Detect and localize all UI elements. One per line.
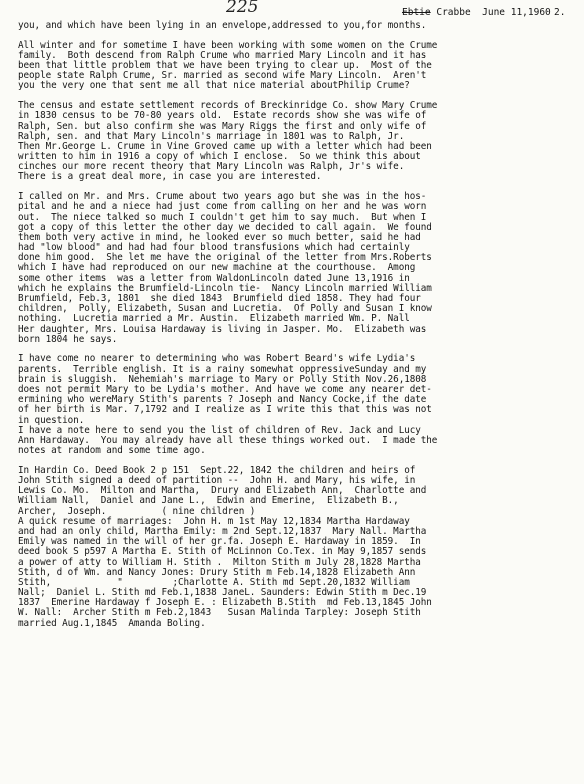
text-line: got a copy of this letter the other day we decided to call again. We found [18, 221, 432, 233]
page-number: 2. [554, 7, 566, 18]
text-line: Ralph, sen. and that Mary Lincoln's marriage in 1801 was to Ralph, Jr. [18, 130, 405, 142]
text-line: Emily was named in the will of her gr.fa. Joseph E. Hardaway in 1859. In [18, 536, 421, 548]
text-line: people state Ralph Crume, Sr. married as second wife Mary Lincoln. Aren't [18, 70, 427, 82]
handwritten-page-number: 225 [226, 0, 259, 17]
text-line: pital and he and a niece had just come from calling on her and he was worn [18, 201, 427, 213]
text-line: of her birth is Mar. 7,1792 and I realize as I write this that this was not [18, 404, 432, 416]
text-line: in question. [18, 414, 85, 426]
text-line: some other items was a letter from WaldonLincoln dated June 13,1916 in [18, 272, 410, 284]
text-line: 1837 Emerine Hardaway f Joseph E. : Elizabeth B.Stith md Feb.13,1845 John [18, 597, 432, 609]
text-line: William Nall, Daniel and Jane L., Edwin and Emerine, Elizabeth B., [18, 495, 399, 507]
text-line: does not permit Mary to be Lydia's mother. And have we come any nearer det- [18, 384, 432, 395]
text-line: born 1804 he says. [18, 333, 118, 345]
text-line: There is a great deal more, in case you are interested. [18, 171, 322, 183]
text-line: Nall; Daniel L. Stith md Feb.1,1838 JaneL. Saunders: Edwin Stith m Dec.19 [18, 587, 427, 599]
text-line: done him good. She let me have the original of the letter from Mrs.Roberts [18, 252, 432, 264]
struck-author-name: Ebtie [402, 7, 431, 18]
text-line: nothing. Lucretia married a Mr. Austin. Elizabeth married Wm. P. Nall [18, 313, 410, 325]
author-name: Crabbe [436, 7, 471, 18]
text-line: children, Polly, Elizabeth, Susan and Lucretia. Of Polly and Susan I know [18, 303, 432, 315]
text-line: a power of atty to William H. Stith . Milton Stith m July 28,1828 Martha [18, 556, 421, 568]
paragraph [18, 101, 580, 183]
text-line: I have a note here to send you the list of children of Rev. Jack and Lucy [18, 424, 421, 436]
text-line: deed book S p597 A Martha E. Stith of McLinnon Co.Tex. in May 9,1857 sends [18, 546, 427, 558]
text-line: married Aug.1,1845 Amanda Boling. [18, 617, 206, 629]
text-line: I have come no nearer to determining who was Robert Beard's wife Lydia's [18, 353, 416, 365]
text-line: which he explains the Brumfield-Lincoln tie- Nancy Lincoln married William [18, 282, 432, 294]
text-line: John Stith signed a deed of partition -- John H. and Mary, his wife, in [18, 475, 416, 486]
text-line: you, and which have been lying in an envelope,addressed to you,for months. [18, 20, 427, 31]
text-line: All winter and for sometime I have been working with some women on the Crume [18, 39, 438, 51]
text-line: I called on Mr. and Mrs. Crume about two years ago but she was in the hos- [18, 191, 427, 203]
text-line: Then Mr.George L. Crume in Vine Groved came up with a letter which had been [18, 140, 432, 152]
text-line: been that little problem that we have been trying to clear up. Most of the [18, 60, 432, 72]
text-line: In Hardin Co. Deed Book 2 p 151 Sept.22, 1842 the children and heirs of [18, 464, 416, 476]
text-line: Her daughter, Mrs. Louisa Hardaway is living in Jasper. Mo. Elizabeth was [18, 323, 427, 335]
text-line: written to him in 1916 a copy of which I enclose. So we think this about [18, 151, 421, 163]
text-line: The census and estate settlement records of Breckinridge Co. show Mary Crume [18, 100, 438, 112]
text-line: W. Nall: Archer Stith m Feb.2,1843 Susan Malinda Tarpley: Joseph Stith [18, 607, 421, 619]
text-line: Archer, Joseph. ( nine children ) [18, 505, 256, 517]
text-line: you the very one that sent me all that nice material aboutPhilip Crume? [18, 80, 410, 92]
text-line: Stith, d of Wm. and Nancy Jones: Drury Stith m Feb.14,1828 Elizabeth Ann [18, 566, 416, 578]
text-line: parents. Terrible english. It is a rainy somewhat oppressiveSunday and my [18, 363, 427, 375]
paragraph [18, 466, 580, 629]
text-line: Ann Hardaway. You may already have all these things worked out. I made the [18, 434, 438, 446]
letter-header [402, 7, 566, 18]
text-line: brain is sluggish. Nehemiah's marriage to Mary or Polly Stith Nov.26,1808 [18, 373, 427, 385]
text-line: had "low blood" and had had four blood transfusions which had certainly [18, 242, 410, 254]
paragraph [18, 354, 580, 456]
text-line: notes at random and some time ago. [18, 445, 206, 457]
text-line: which I have had reproduced on our new machine at the courthouse. Among [18, 262, 416, 274]
text-line: them both very active in mind, he looked ever so much better, said he had [18, 231, 421, 243]
letter-body [18, 21, 580, 638]
paragraph [18, 192, 580, 345]
text-line: Brumfield, Feb.3, 1801 she died 1843 Brumfield died 1858. They had four [18, 293, 421, 304]
text-line: Lewis Co. Mo. Milton and Martha, Drury and Elizabeth Ann, Charlotte and [18, 485, 427, 497]
text-line: ermining who wereMary Stith's parents ? Joseph and Nancy Cocke,if the date [18, 394, 427, 406]
paragraph [18, 21, 580, 31]
letter-date: June 11,1960 [482, 7, 551, 18]
text-line: out. The niece talked so much I couldn't get him to say much. But when I [18, 211, 427, 223]
text-line: Ralph, Sen. but also confirm she was Mary Riggs the first and only wife of [18, 120, 427, 132]
text-line: in 1830 census to be 70-80 years old. Estate records show she was wife of [18, 110, 427, 122]
text-line: A quick resume of marriages: John H. m 1st May 12,1834 Martha Hardaway [18, 515, 410, 527]
text-line: cinches our more recent theory that Mary Lincoln was Ralph, Jr's wife. [18, 161, 405, 173]
paragraph [18, 41, 580, 92]
text-line: Stith, " ;Charlotte A. Stith md Sept.20,1832 William [18, 576, 410, 588]
text-line: family. Both descend from Ralph Crume who married Mary Lincoln and it has [18, 49, 427, 61]
text-line: and had an only child, Martha Emily: m 2nd Sept.12,1837 Mary Nall. Martha [18, 525, 427, 537]
